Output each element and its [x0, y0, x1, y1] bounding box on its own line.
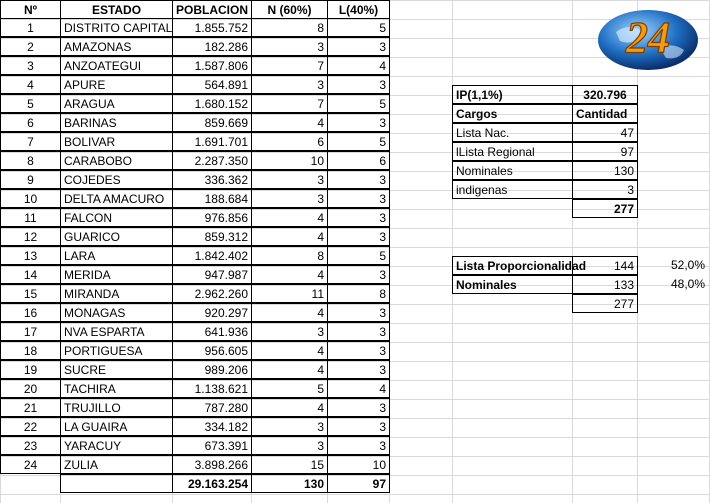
cargo-value[interactable]: 47: [572, 123, 638, 142]
table-cell[interactable]: 976.856: [172, 208, 252, 227]
cargo-label[interactable]: Lista Nac.: [452, 123, 573, 142]
table-cell[interactable]: 13: [0, 246, 61, 265]
globe-24-logo: [594, 2, 702, 74]
table-cell[interactable]: 4: [251, 341, 328, 360]
table-cell[interactable]: 5: [251, 379, 328, 398]
table-cell[interactable]: 5: [0, 94, 61, 113]
ip-total[interactable]: 277: [572, 199, 638, 218]
table-cell[interactable]: 859.312: [172, 227, 252, 246]
column-header[interactable]: Nº: [0, 0, 61, 19]
table-cell[interactable]: 947.987: [172, 265, 252, 284]
prop-label[interactable]: Lista Proporcionalidad: [452, 256, 573, 275]
table-cell[interactable]: 2.287.350: [172, 151, 252, 170]
table-cell[interactable]: 6: [251, 132, 328, 151]
cantidad-header[interactable]: Cantidad: [572, 104, 638, 123]
table-cell[interactable]: 17: [0, 322, 61, 341]
table-cell[interactable]: DISTRITO CAPITAL: [60, 18, 173, 37]
cargo-value[interactable]: 97: [572, 142, 638, 161]
table-cell[interactable]: 989.206: [172, 360, 252, 379]
column-header[interactable]: L(40%): [327, 0, 390, 19]
table-cell[interactable]: BARINAS: [60, 113, 173, 132]
table-cell[interactable]: 1.587.806: [172, 56, 252, 75]
table-cell[interactable]: 11: [251, 284, 328, 303]
table-cell[interactable]: COJEDES: [60, 170, 173, 189]
table-cell[interactable]: 3: [327, 322, 390, 341]
table-cell[interactable]: 18: [0, 341, 61, 360]
table-cell[interactable]: 1.855.752: [172, 18, 252, 37]
table-cell[interactable]: 6: [0, 113, 61, 132]
table-cell[interactable]: 1.138.621: [172, 379, 252, 398]
cargos-header[interactable]: Cargos: [452, 104, 573, 123]
table-cell[interactable]: TACHIRA: [60, 379, 173, 398]
table-cell[interactable]: 673.391: [172, 436, 252, 455]
table-cell[interactable]: 4: [251, 227, 328, 246]
table-cell[interactable]: 4: [251, 113, 328, 132]
table-cell[interactable]: DELTA AMACURO: [60, 189, 173, 208]
table-cell[interactable]: 3: [327, 303, 390, 322]
table-cell[interactable]: BOLIVAR: [60, 132, 173, 151]
table-cell[interactable]: 4: [251, 398, 328, 417]
table-cell[interactable]: 920.297: [172, 303, 252, 322]
table-cell[interactable]: 641.936: [172, 322, 252, 341]
table-cell[interactable]: 3: [251, 417, 328, 436]
table-cell[interactable]: 21: [0, 398, 61, 417]
table-cell[interactable]: 3: [251, 322, 328, 341]
prop-total[interactable]: 277: [572, 294, 638, 313]
column-header[interactable]: N (60%): [251, 0, 328, 19]
table-cell[interactable]: 859.669: [172, 113, 252, 132]
prop-percent[interactable]: 52,0%: [670, 258, 705, 272]
table-cell[interactable]: 5: [327, 132, 390, 151]
table-cell[interactable]: 4: [251, 265, 328, 284]
table-cell[interactable]: 2: [0, 37, 61, 56]
table-cell[interactable]: LA GUAIRA: [60, 417, 173, 436]
table-cell[interactable]: SUCRE: [60, 360, 173, 379]
table-cell[interactable]: 8: [251, 246, 328, 265]
table-cell[interactable]: 20: [0, 379, 61, 398]
table-cell[interactable]: 9: [0, 170, 61, 189]
table-cell[interactable]: 3: [327, 436, 390, 455]
table-cell[interactable]: CARABOBO: [60, 151, 173, 170]
table-cell[interactable]: 3: [251, 170, 328, 189]
table-cell[interactable]: 10: [0, 189, 61, 208]
table-cell[interactable]: 3: [251, 37, 328, 56]
svg-text:24: 24: [626, 13, 670, 62]
prop-value[interactable]: 144: [572, 256, 638, 275]
prop-percent[interactable]: 48,0%: [670, 277, 705, 291]
table-cell[interactable]: 15: [251, 455, 328, 474]
ip-label[interactable]: IP(1,1%): [452, 85, 573, 104]
table-cell[interactable]: MONAGAS: [60, 303, 173, 322]
prop-value[interactable]: 133: [572, 275, 638, 294]
table-cell[interactable]: 23: [0, 436, 61, 455]
prop-label[interactable]: Nominales: [452, 275, 573, 294]
table-cell[interactable]: 3: [327, 341, 390, 360]
table-cell[interactable]: 3: [0, 56, 61, 75]
table-cell[interactable]: 8: [327, 284, 390, 303]
table-cell[interactable]: MERIDA: [60, 265, 173, 284]
gridline: [0, 494, 709, 495]
table-cell[interactable]: 4: [327, 379, 390, 398]
total-cell[interactable]: 29.163.254: [172, 474, 252, 493]
table-cell[interactable]: 6: [327, 151, 390, 170]
table-cell[interactable]: 8: [251, 18, 328, 37]
cargo-label[interactable]: lLista Regional: [452, 142, 573, 161]
table-cell[interactable]: MIRANDA: [60, 284, 173, 303]
table-cell[interactable]: 3: [327, 360, 390, 379]
table-cell[interactable]: 3: [327, 417, 390, 436]
table-cell[interactable]: 3.898.266: [172, 455, 252, 474]
table-cell[interactable]: 3: [327, 37, 390, 56]
table-cell[interactable]: LARA: [60, 246, 173, 265]
table-cell[interactable]: 3: [327, 75, 390, 94]
table-cell[interactable]: YARACUY: [60, 436, 173, 455]
table-cell[interactable]: 3: [251, 189, 328, 208]
empty-cell[interactable]: [0, 474, 61, 493]
table-cell[interactable]: 3: [251, 436, 328, 455]
cargo-label[interactable]: indigenas: [452, 180, 573, 199]
table-cell[interactable]: TRUJILLO: [60, 398, 173, 417]
table-cell[interactable]: 4: [0, 75, 61, 94]
table-cell[interactable]: 12: [0, 227, 61, 246]
table-cell[interactable]: 1.680.152: [172, 94, 252, 113]
table-cell[interactable]: 5: [327, 18, 390, 37]
table-cell[interactable]: 3: [327, 113, 390, 132]
table-cell[interactable]: 24: [0, 455, 61, 474]
table-cell[interactable]: FALCON: [60, 208, 173, 227]
table-cell[interactable]: 3: [327, 398, 390, 417]
column-header[interactable]: POBLACION: [172, 0, 252, 19]
table-cell[interactable]: GUARICO: [60, 227, 173, 246]
table-cell[interactable]: 5: [327, 246, 390, 265]
table-cell[interactable]: 5: [327, 94, 390, 113]
table-cell[interactable]: NVA ESPARTA: [60, 322, 173, 341]
table-cell[interactable]: 3: [327, 189, 390, 208]
table-cell[interactable]: 336.362: [172, 170, 252, 189]
table-cell[interactable]: 3: [327, 227, 390, 246]
table-cell[interactable]: 3: [327, 170, 390, 189]
table-cell[interactable]: 15: [0, 284, 61, 303]
table-cell[interactable]: 956.605: [172, 341, 252, 360]
table-cell[interactable]: AMAZONAS: [60, 37, 173, 56]
table-cell[interactable]: 2.962.260: [172, 284, 252, 303]
table-cell[interactable]: 334.182: [172, 417, 252, 436]
table-cell[interactable]: 22: [0, 417, 61, 436]
table-cell[interactable]: 4: [327, 56, 390, 75]
table-cell[interactable]: 11: [0, 208, 61, 227]
total-cell[interactable]: 130: [251, 474, 328, 493]
cargo-value[interactable]: 3: [572, 180, 638, 199]
table-cell[interactable]: 3: [327, 208, 390, 227]
table-cell[interactable]: 7: [0, 132, 61, 151]
table-cell[interactable]: 19: [0, 360, 61, 379]
table-cell[interactable]: ANZOATEGUI: [60, 56, 173, 75]
table-cell[interactable]: 10: [251, 151, 328, 170]
table-cell[interactable]: 3: [327, 265, 390, 284]
cargo-label[interactable]: Nominales: [452, 161, 573, 180]
cargo-value[interactable]: 130: [572, 161, 638, 180]
table-cell[interactable]: 10: [327, 455, 390, 474]
table-cell[interactable]: 1.842.402: [172, 246, 252, 265]
table-cell[interactable]: 1.691.701: [172, 132, 252, 151]
table-cell[interactable]: 4: [251, 208, 328, 227]
table-cell[interactable]: 14: [0, 265, 61, 284]
table-cell[interactable]: 4: [251, 360, 328, 379]
empty-cell[interactable]: [60, 474, 173, 493]
table-cell[interactable]: 564.891: [172, 75, 252, 94]
table-cell[interactable]: 7: [251, 94, 328, 113]
table-cell[interactable]: PORTIGUESA: [60, 341, 173, 360]
table-cell[interactable]: 4: [251, 303, 328, 322]
table-cell[interactable]: 16: [0, 303, 61, 322]
table-cell[interactable]: APURE: [60, 75, 173, 94]
total-cell[interactable]: 97: [327, 474, 390, 493]
column-header[interactable]: ESTADO: [60, 0, 173, 19]
table-cell[interactable]: 1: [0, 18, 61, 37]
table-cell[interactable]: 8: [0, 151, 61, 170]
table-cell[interactable]: 182.286: [172, 37, 252, 56]
ip-value[interactable]: 320.796: [572, 85, 638, 104]
table-cell[interactable]: 7: [251, 56, 328, 75]
table-cell[interactable]: 787.280: [172, 398, 252, 417]
table-cell[interactable]: 3: [251, 75, 328, 94]
table-cell[interactable]: 188.684: [172, 189, 252, 208]
table-cell[interactable]: ARAGUA: [60, 94, 173, 113]
table-cell[interactable]: ZULIA: [60, 455, 173, 474]
